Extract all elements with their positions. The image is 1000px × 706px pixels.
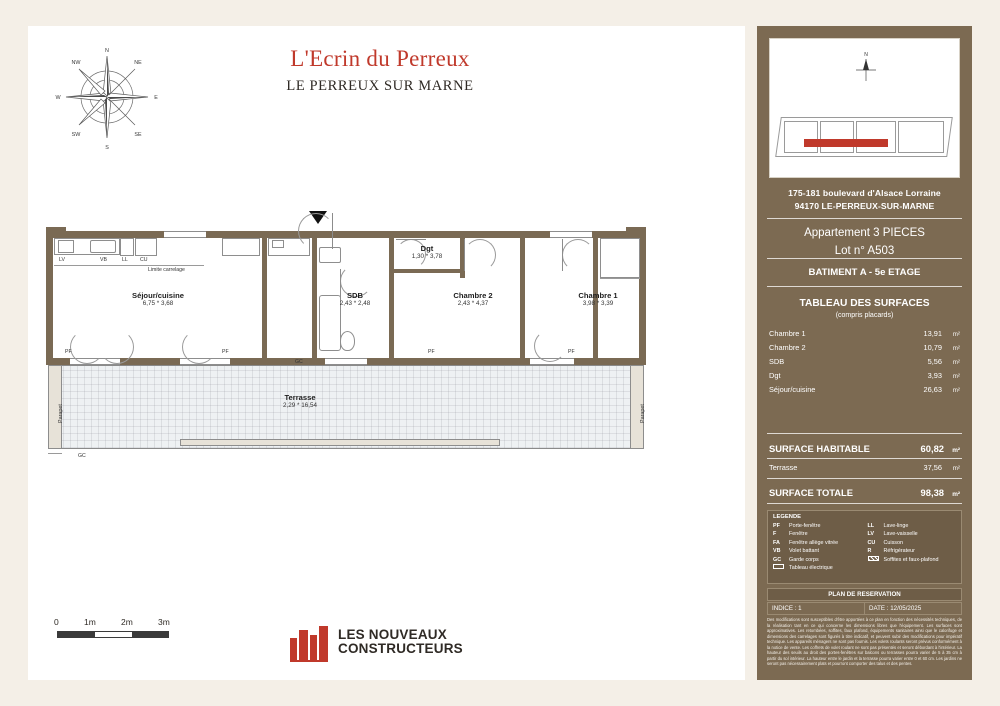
legend-value: Lave-vaisselle <box>883 531 918 538</box>
room-dims-chambre1: 3,98 * 3,39 <box>582 300 614 308</box>
compass-label-sw: SW <box>71 132 81 138</box>
wall-recess-right <box>626 227 646 232</box>
closet-chambre1-line <box>600 278 640 279</box>
label-parapet-right: Parapet <box>640 404 646 423</box>
surface-name: SDB <box>769 356 785 366</box>
divider-4 <box>767 433 962 434</box>
surface-name: Séjour/cuisine <box>769 385 816 395</box>
list-item <box>868 530 957 538</box>
list-item <box>868 547 957 555</box>
indice-label: INDICE : <box>772 605 797 612</box>
door-arc-pf-1 <box>70 330 104 364</box>
room-name-terrasse: Terrasse <box>284 393 316 402</box>
surface-unit: m² <box>952 387 960 395</box>
compass-icon <box>52 42 162 152</box>
kitchen-limit-line <box>54 265 204 266</box>
scale-bar <box>52 617 192 657</box>
scale-seg-1 <box>58 632 95 637</box>
terrace-label: Terrasse <box>769 463 798 472</box>
list-item <box>773 564 862 572</box>
legend-key: GC <box>773 556 782 563</box>
compass-label-ne: NE <box>134 60 142 66</box>
door-arc-pf-4 <box>534 330 566 362</box>
info-panel <box>757 26 972 680</box>
legend-value: Tableau électrique <box>789 564 833 571</box>
table-row <box>769 326 960 340</box>
room-dims-sdb: 2,43 * 2,48 <box>339 300 371 308</box>
divider-2 <box>767 258 962 259</box>
closet-chambre1 <box>600 238 640 278</box>
table-row <box>769 354 960 368</box>
compass-label-e: E <box>154 95 158 101</box>
table-row <box>769 383 960 397</box>
room-label-chambre1 <box>558 291 638 308</box>
list-item <box>773 522 862 530</box>
apartment-lot: Lot n° A503 <box>834 245 895 258</box>
door-leaf-dgt <box>396 239 426 240</box>
scale-bar-track <box>57 631 169 638</box>
tag-pf-2: PF <box>222 349 229 355</box>
label-parapet-left: Parapet <box>58 404 64 423</box>
reservation-plan-title: PLAN DE RESERVATION <box>767 588 962 601</box>
building-floor: BATIMENT A - 5e ETAGE <box>808 267 921 278</box>
room-dims-terrasse: 2,29 * 16,54 <box>283 402 317 410</box>
scale-tick-0: 0 <box>54 617 59 627</box>
window-opening-top-right <box>550 231 592 238</box>
room-name-chambre2: Chambre 2 <box>453 291 493 300</box>
apartment-info <box>767 224 962 261</box>
legend-key: F <box>773 531 777 538</box>
site-location-map <box>769 38 960 178</box>
drawing-sheet <box>28 26 745 680</box>
logo-line-2: CONSTRUCTEURS <box>338 641 463 656</box>
date-value: 12/05/2025 <box>890 605 922 612</box>
room-label-sdb <box>325 291 385 308</box>
tag-pf-4: PF <box>568 349 575 355</box>
partition-dgt-top <box>394 269 460 273</box>
door-arc-pf-2 <box>100 330 134 364</box>
room-label-sejour <box>118 291 198 308</box>
list-item <box>868 556 957 564</box>
legend-key: LV <box>867 531 874 538</box>
electrical-panel-symbol-icon <box>773 564 786 572</box>
divider-6 <box>767 478 962 479</box>
legend-value: Garde corps <box>789 556 819 563</box>
scale-tick-3: 3m <box>158 617 170 627</box>
electrical-panel-icon <box>272 240 284 248</box>
room-name-chambre1: Chambre 1 <box>578 291 618 300</box>
tag-pf-3: PF <box>428 349 435 355</box>
divider-3 <box>767 286 962 287</box>
table-row <box>769 340 960 354</box>
door-leaf-chambre1 <box>562 239 563 271</box>
tag-lv: LL <box>122 257 128 263</box>
project-title: L'Ecrin du Perreux <box>290 46 470 71</box>
washbasin-icon <box>319 247 341 263</box>
dishwasher-icon <box>120 238 134 256</box>
terrace-value: 37,56 <box>923 463 942 472</box>
partition-chambre2-right <box>520 238 525 358</box>
french-door-3 <box>325 358 367 365</box>
sheet-title-block <box>200 46 560 95</box>
compass-label-nw: NW <box>71 60 81 66</box>
svg-text:N: N <box>864 52 868 58</box>
exterior-wall-left <box>46 231 53 365</box>
compass-rose <box>52 42 162 152</box>
list-item <box>868 539 957 547</box>
room-label-dgt <box>388 244 466 261</box>
room-dims-sejour: 6,75 * 3,68 <box>142 300 174 308</box>
compass-label-se: SE <box>134 132 142 138</box>
surface-unit: m² <box>952 344 960 352</box>
floor-plan <box>40 225 660 475</box>
wall-recess-left <box>46 227 66 232</box>
project-location: LE PERREUX SUR MARNE <box>286 78 474 94</box>
surface-value: 13,91 <box>923 328 942 338</box>
tag-r: CU <box>140 257 148 263</box>
surface-name: Chambre 2 <box>769 342 806 352</box>
indice-cell <box>768 603 864 614</box>
room-name-sejour: Séjour/cuisine <box>132 291 184 300</box>
room-label-chambre2 <box>430 291 516 308</box>
compass-label-n: N <box>105 48 109 54</box>
surfaces-table-title: TABLEAU DES SURFACES <box>799 298 930 309</box>
partition-sejour-right <box>262 238 267 358</box>
surface-value: 10,79 <box>923 342 942 352</box>
legend-key: LL <box>867 523 875 529</box>
map-north-icon <box>770 39 961 179</box>
tag-gc: GC <box>78 453 86 459</box>
fridge-icon <box>135 238 157 256</box>
legend-value: Lave-linge <box>883 523 909 529</box>
door-arc-chambre2 <box>464 239 496 271</box>
tag-vb: GC <box>295 359 303 365</box>
legend-key: PF <box>773 523 780 529</box>
surface-name: Dgt <box>769 371 781 381</box>
surface-name: Chambre 1 <box>769 328 806 338</box>
legend-box <box>767 510 962 584</box>
divider-1 <box>767 218 962 219</box>
legend-value: Soffites et faux-plafond <box>883 556 939 563</box>
list-item <box>773 547 862 555</box>
surfaces-table <box>769 326 960 397</box>
legend-column-right <box>868 522 957 572</box>
date-label: DATE : <box>869 605 889 612</box>
indice-date-row <box>767 602 962 615</box>
address-line-1: 175-181 boulevard d'Alsace Lorraine <box>788 188 941 198</box>
legend-value: Volet battant <box>789 548 819 555</box>
room-name-dgt: Dgt <box>420 244 434 253</box>
project-address <box>767 187 962 213</box>
surface-totale-label: SURFACE TOTALE <box>769 487 854 498</box>
compass-label-s: S <box>105 145 109 151</box>
cooktop-icon <box>58 240 74 253</box>
legend-value: Réfrigérateur <box>883 548 915 555</box>
terrace-edge-left-mark <box>48 453 62 454</box>
surface-value: 26,63 <box>923 385 942 395</box>
room-dims-dgt: 1,30 * 3,78 <box>411 253 443 261</box>
builder-logo <box>290 618 510 666</box>
tag-cu: LV <box>59 257 65 263</box>
surface-habitable-row <box>769 443 960 454</box>
surface-totale-unit: m² <box>952 491 960 498</box>
door-leaf-entry <box>332 213 333 249</box>
scale-seg-2 <box>132 632 169 637</box>
terrace-row <box>769 463 960 472</box>
list-item <box>773 556 862 564</box>
table-row <box>769 369 960 383</box>
surface-totale-value: 98,38 <box>920 487 944 498</box>
scale-tick-1: 1m <box>84 617 96 627</box>
surfaces-table-subtitle: (compris placards) <box>835 312 894 319</box>
room-name-sdb: SDB <box>346 291 364 300</box>
logo-text <box>338 628 463 656</box>
closet-entry-1 <box>222 238 260 256</box>
door-arc-chambre1 <box>562 239 594 271</box>
list-item <box>773 530 862 538</box>
list-item <box>773 539 862 547</box>
surface-value: 5,56 <box>927 356 942 366</box>
window-opening-top-left <box>164 231 206 238</box>
surface-unit: m² <box>952 373 960 381</box>
legend-value: Porte-fenêtre <box>789 523 821 529</box>
surface-unit: m² <box>952 330 960 338</box>
list-item <box>868 522 957 530</box>
legend-column-left <box>773 522 862 572</box>
date-cell <box>864 603 961 614</box>
legend-title: LEGENDE <box>773 514 802 520</box>
legend-key: VB <box>773 548 781 555</box>
tag-ll: VB <box>100 257 107 263</box>
room-label-terrasse <box>260 393 340 410</box>
divider-5 <box>767 458 962 459</box>
legend-key: CU <box>867 539 876 546</box>
terrace-unit: m² <box>952 465 960 472</box>
annotation-limite-carrelage: Limite carrelage <box>148 267 185 273</box>
surface-totale-row <box>769 487 960 498</box>
legend-value: Cuisson <box>883 539 903 546</box>
guardrail-bottom <box>180 439 500 446</box>
tag-pf-1: PF <box>65 349 72 355</box>
door-arc-entry <box>298 213 334 249</box>
room-dims-chambre2: 2,43 * 4,37 <box>457 300 489 308</box>
legal-disclaimer: Des modifications sont susceptibles d'être apportées à ce plan en fonction des nécessités techniques, de la réalisation tant en ce qui concerne les dimensions libres que l'équipement. Les surfaces sont approximatives. Les retombées, soffites, faux plafond, équipements sanitaires ainsi que le calorifuge et dimensions des carrelages sont figurés à titre indicatif, et peuvent subir des modifications pour impératif technique. Les appareils ménagers ne sont pas fournis. Les volets roulants seront prévus conformément à la notice de vente. Les coffrets de volet roulant ne sont pas présentés et seront débordant à l'intérieur. La hauteur des seuils au droit des portes-fenêtres sur balcons ou terrasses pourra varier de 5 à 35 cm à partir du sol intérieur. La hauteur entre le jardin et la terrasse pourra varier entre 0 et 60 cm. Les jardins ne seront pas nécessairement plats et pourront comporter des talus et des pentes. <box>767 617 962 667</box>
apartment-type: Appartement 3 PIECES <box>804 227 925 239</box>
legend-key: R <box>867 548 872 555</box>
partition-sdb-left <box>312 238 317 358</box>
exterior-wall-right <box>639 231 646 365</box>
indice-value: 1 <box>798 605 802 612</box>
surface-habitable-label: SURFACE HABITABLE <box>769 443 870 454</box>
logo-line-1: LES NOUVEAUX <box>338 626 447 642</box>
legend-key: FA <box>773 539 780 546</box>
soffite-hatch-symbol-icon <box>868 556 881 564</box>
sink-icon <box>90 240 116 253</box>
address-line-2: 94170 LE-PERREUX-SUR-MARNE <box>794 200 935 211</box>
legend-value: Fenêtre allège vitrée <box>789 539 839 546</box>
surface-habitable-unit: m² <box>952 447 960 454</box>
surface-unit: m² <box>952 358 960 366</box>
surface-habitable-value: 60,82 <box>920 443 944 454</box>
wc-icon <box>340 331 355 351</box>
logo-mark-icon <box>290 624 330 660</box>
scale-tick-2: 2m <box>121 617 133 627</box>
surface-value: 3,93 <box>927 371 942 381</box>
door-arc-pf-3 <box>182 330 216 364</box>
compass-label-w: W <box>55 95 61 101</box>
legend-value: Fenêtre <box>789 531 808 538</box>
divider-7 <box>767 503 962 504</box>
terrace-area <box>48 365 644 449</box>
